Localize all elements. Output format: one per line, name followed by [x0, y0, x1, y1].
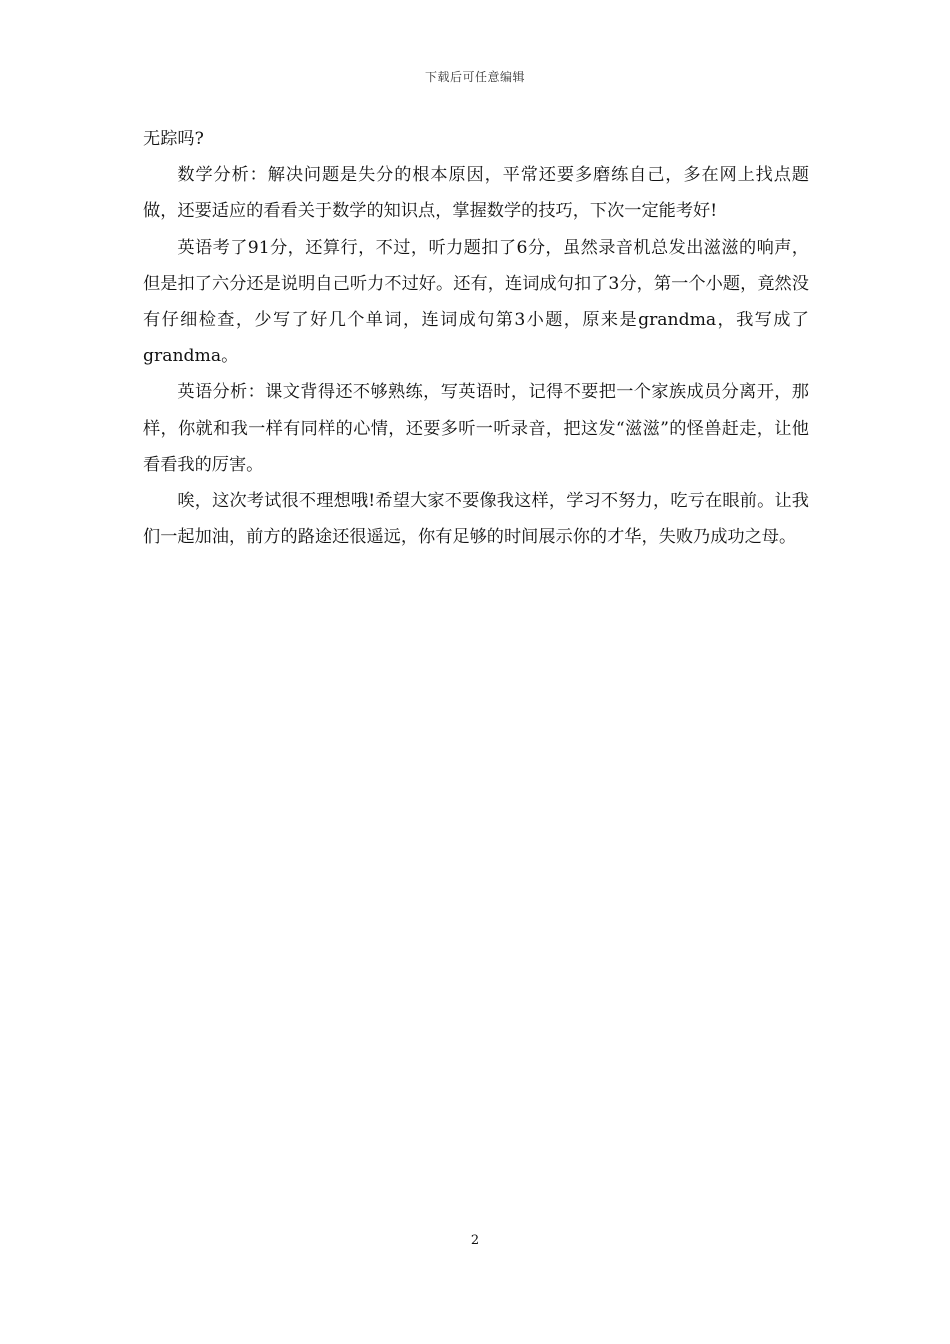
paragraph-english-score: 英语考了91分，还算行，不过，听力题扣了6分，虽然录音机总发出滋滋的响声，但是扣了六分还是说明自己听力不过好。还有，连词成句扣了3分，第一个小题，竟然没有仔细检查，少写了好几个单词，连词成句第3小题，原来是grandma，我写成了grandma。: [143, 237, 809, 367]
paragraph-math-analysis: 数学分析：解决问题是失分的根本原因，平常还要多磨练自己，多在网上找点题做，还要适应的看看关于数学的知识点，掌握数学的技巧，下次一定能考好!: [143, 165, 809, 222]
paragraph-continuation: 无踪吗?: [143, 129, 204, 149]
page-header: 下载后可任意编辑: [424, 70, 525, 84]
paragraph-conclusion: 唉，这次考试很不理想哦!希望大家不要像我这样，学习不努力，吃亏在眼前。让我们一起加油，前方的路途还很遥远，你有足够的时间展示你的才华，失败乃成功之母。: [143, 491, 809, 548]
document-body: [143, 121, 809, 555]
page-number: 2: [470, 1233, 480, 1248]
paragraph-english-analysis: 英语分析：课文背得还不够熟练，写英语时，记得不要把一个家族成员分离开，那样，你就和我一样有同样的心情，还要多听一听录音，把这发“滋滋”的怪兽赶走，让他看看我的厉害。: [143, 382, 809, 475]
